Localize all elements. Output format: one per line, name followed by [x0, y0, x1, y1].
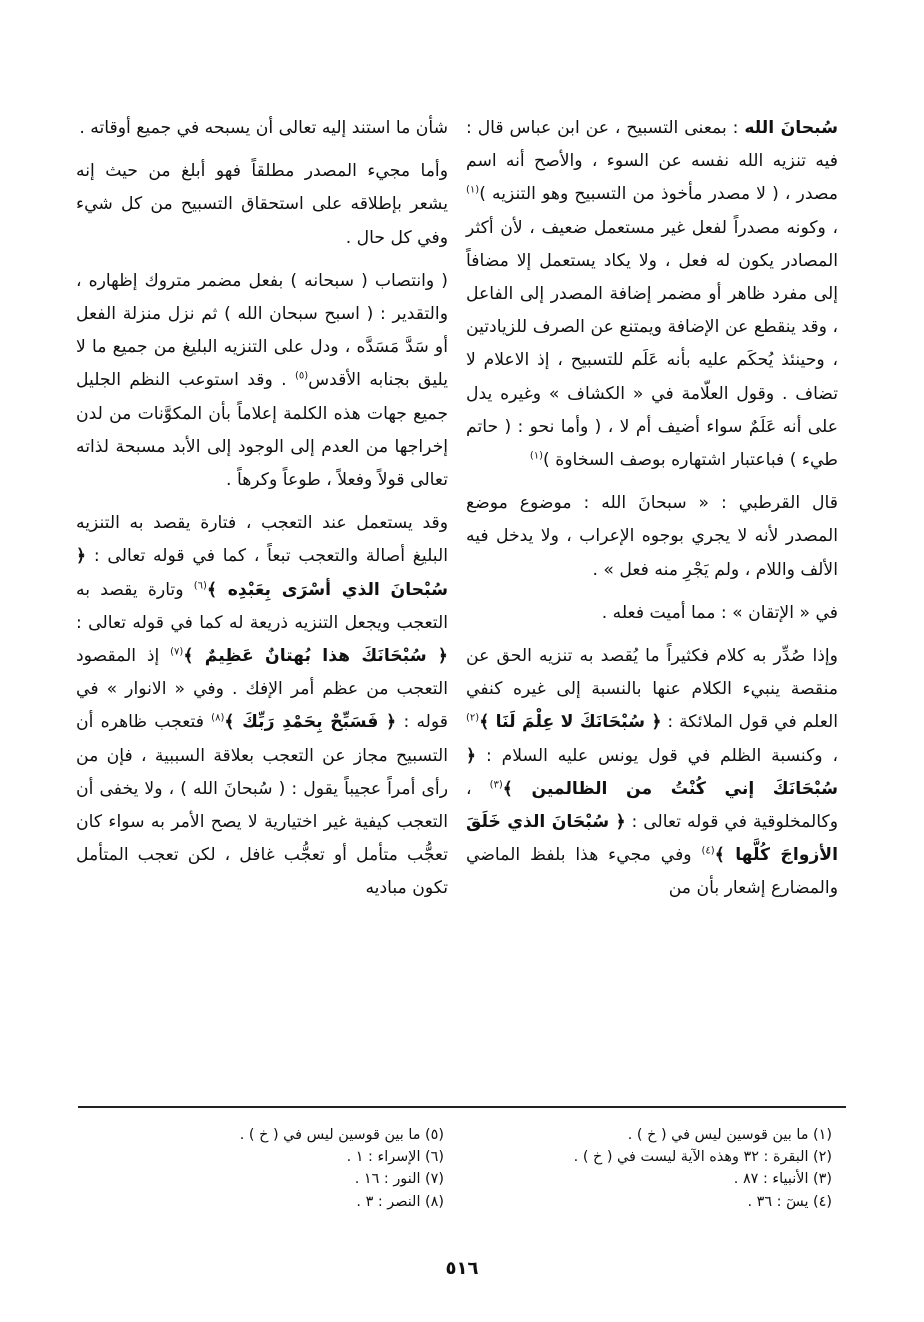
body-text: شأن ما استند إليه تعالى أن يسبحه في جميع أوقاته . [79, 118, 448, 138]
footnotes-right [452, 1124, 832, 1213]
body-text: وأما مجيء المصدر مطلقاً فهو أبلغ من حيث إنه يشعر بإطلاقه على استحقاق التسبيح من كل شيء وفي كل حال . [76, 161, 448, 248]
body-text: وقد يستعمل عند التعجب ، فتارة يقصد به التنزيه البليغ أصالة والتعجب تبعاً ، كما في قوله تعالى : [76, 513, 448, 567]
body-text: ( وانتصاب ( سبحانه ) بفعل مضمر متروك إظهاره ، والتقدير : ( اسبح سبحان الله ) ثم نزل منزلة الفعل أو سَدَّ مَسَدَّه ، ودل على التنزيه البليغ من جميع ما لا يليق بجنابه الأقدس [76, 270, 448, 391]
paragraph [76, 155, 448, 255]
paragraph [466, 597, 838, 630]
footnote-ref: (٥) [294, 370, 309, 382]
body-text: في « الإتقان » : مما أميت فعله . [601, 602, 838, 623]
paragraph [466, 487, 838, 587]
page-number: ٥١٦ [445, 1258, 479, 1279]
paragraph-gap [76, 255, 448, 265]
quoted-verse: ﴿ فَسَبِّحْ بِحَمْدِ رَبِّكَ ﴾ [224, 712, 397, 733]
footnote-6: (٦) الإسراء : ١ . [346, 1149, 444, 1166]
quoted-verse: ﴿ سُبْحانَ الذي أسْرَى بِعَبْدِه ﴾ [76, 546, 448, 600]
body-text: فتعجب ظاهره أن التسبيح مجاز عن التعجب بعلاقة السببية ، فإن من رأى أمراً عجيباً يقول : ( سُبحانَ الله ) ، ولا يخفى أن التعجب كيفية غير اختيارية لا يصح الأمر به سواء كان تعجُّب متأمل أو تعجُّب غافل ، لكن تعجب المتأمل تكون مباديه [76, 712, 448, 899]
footnote-ref: (٦) [193, 579, 207, 591]
paragraph [466, 640, 838, 906]
footnote-3: (٣) الأنبياء : ٨٧ . [733, 1171, 832, 1188]
footnote-ref: (١) [529, 450, 544, 462]
body-text: قال القرطبي : « سبحانَ الله : موضوع موضع المصدر لأنه لا يجري بوجوه الإعراب ، ولا يدخل فيه الألف واللام ، ولم يَجْرِ منه فعل » . [466, 493, 838, 580]
footnotes-left [64, 1124, 444, 1213]
paragraph [76, 112, 448, 145]
footnote-7: (٧) النور : ١٦ . [354, 1171, 444, 1188]
body-text: : بمعنى التسبيح ، عن ابن عباس قال : فيه تنزيه الله نفسه عن السوء ، والأصح أنه اسم مصدر ، ( لا مصدر مأخوذ من التسبيح وهو التنزيه ) [466, 118, 838, 205]
paragraph-gap [466, 477, 838, 487]
footnote-ref: (٤) [701, 845, 715, 857]
quoted-verse: ﴿ سُبْحَانَكَ لا عِلْمَ لَنَا ﴾ [479, 712, 662, 733]
quoted-verse: سُبحانَ الله [744, 118, 838, 138]
paragraph [76, 507, 448, 905]
body-text: ، وكونه مصدراً لفعل غير مستعمل ضعيف ، لأن أكثر المصادر يكون له فعل ، ولا يكاد يستعمل إلا مضافاً إلى مفرد ظاهر أو مضمر إضافة المصدر إلى الفاعل ، وقد ينقطع عن الإضافة ويمتنع عن الصرف للزيادتين ، وحينئذ يُحكَم عليه بأنه عَلَم للتسبيح ، إذ الاعلام لا تضاف . وقول العلّامة في « الكشاف » وغيره يدل على أنه عَلَمٌ سواء أضيف أم لا ، ( وأما نحو : ( حاتم طيء ) فباعتبار اشتهاره بوصف السخاوة ) [466, 217, 838, 471]
footnote-ref: (١) [466, 184, 480, 196]
right-column [466, 112, 838, 906]
paragraph-gap [76, 497, 448, 507]
body-text: إذ المقصود التعجب من عظم أمر الإفك . وفي « الانوار » في قوله : [76, 646, 448, 733]
quoted-verse: ﴿ سُبْحَانَكَ هذا بُهتانٌ عَظِيمٌ ﴾ [183, 646, 449, 667]
footnote-ref: (٣) [489, 779, 503, 791]
footnote-divider [78, 1106, 846, 1108]
footnote-4: (٤) يسٓ : ٣٦ . [747, 1193, 832, 1210]
paragraph-gap [466, 630, 838, 640]
body-text: ، وكنسبة الظلم في قول يونس عليه السلام : [476, 745, 838, 766]
footnote-1: (١) ما بين قوسين ليس في ( خ ) . [627, 1127, 832, 1143]
footnote-ref: (٨) [211, 712, 225, 724]
quoted-verse: ﴿ سُبْحَانَ الذي خَلَقَ الأزواجَ كُلَّها ﴾ [466, 812, 838, 866]
paragraph [76, 265, 448, 497]
footnote-2: (٢) البقرة : ٣٢ وهذه الآية ليست في ( خ ) . [573, 1149, 832, 1166]
footnote-5: (٥) ما بين قوسين ليس في ( خ ) . [239, 1127, 444, 1143]
paragraph-gap [76, 145, 448, 155]
footnote-8: (٨) النصر : ٣ . [356, 1193, 444, 1210]
paragraph [466, 112, 838, 477]
paragraph-gap [466, 587, 838, 597]
body-text: وفي مجيء هذا بلفظ الماضي والمضارع إشعار بأن من [466, 845, 838, 899]
quoted-verse: ﴿ سُبْحَانَكَ إني كُنْتُ من الظالمين ﴾ [466, 745, 838, 799]
body-text: ، وكالمخلوقية في قوله تعالى : [466, 778, 838, 833]
left-column [76, 112, 448, 906]
footnote-ref: (٧) [170, 646, 184, 658]
footnote-ref: (٢) [466, 712, 480, 724]
body-text: وتارة يقصد به التعجب ويجعل التنزيه ذريعة له كما في قوله تعالى : [76, 579, 448, 633]
body-text: . وقد استوعب النظم الجليل جميع جهات هذه الكلمة إعلاماً بأن المكوَّنات من لدن إخراجها من العدم إلى الوجود إلى الأبد مسبحة لذاته تعالى قولاً وفعلاً ، طوعاً وكرهاً . [76, 370, 448, 491]
body-text: وإذا صُدِّر به كلام فكثيراً ما يُقصد به تنزيه الحق عن منقصة ينبيء الكلام عنها بالنسبة إلى غيره كنفي العلم في قول الملائكة : [466, 646, 838, 733]
